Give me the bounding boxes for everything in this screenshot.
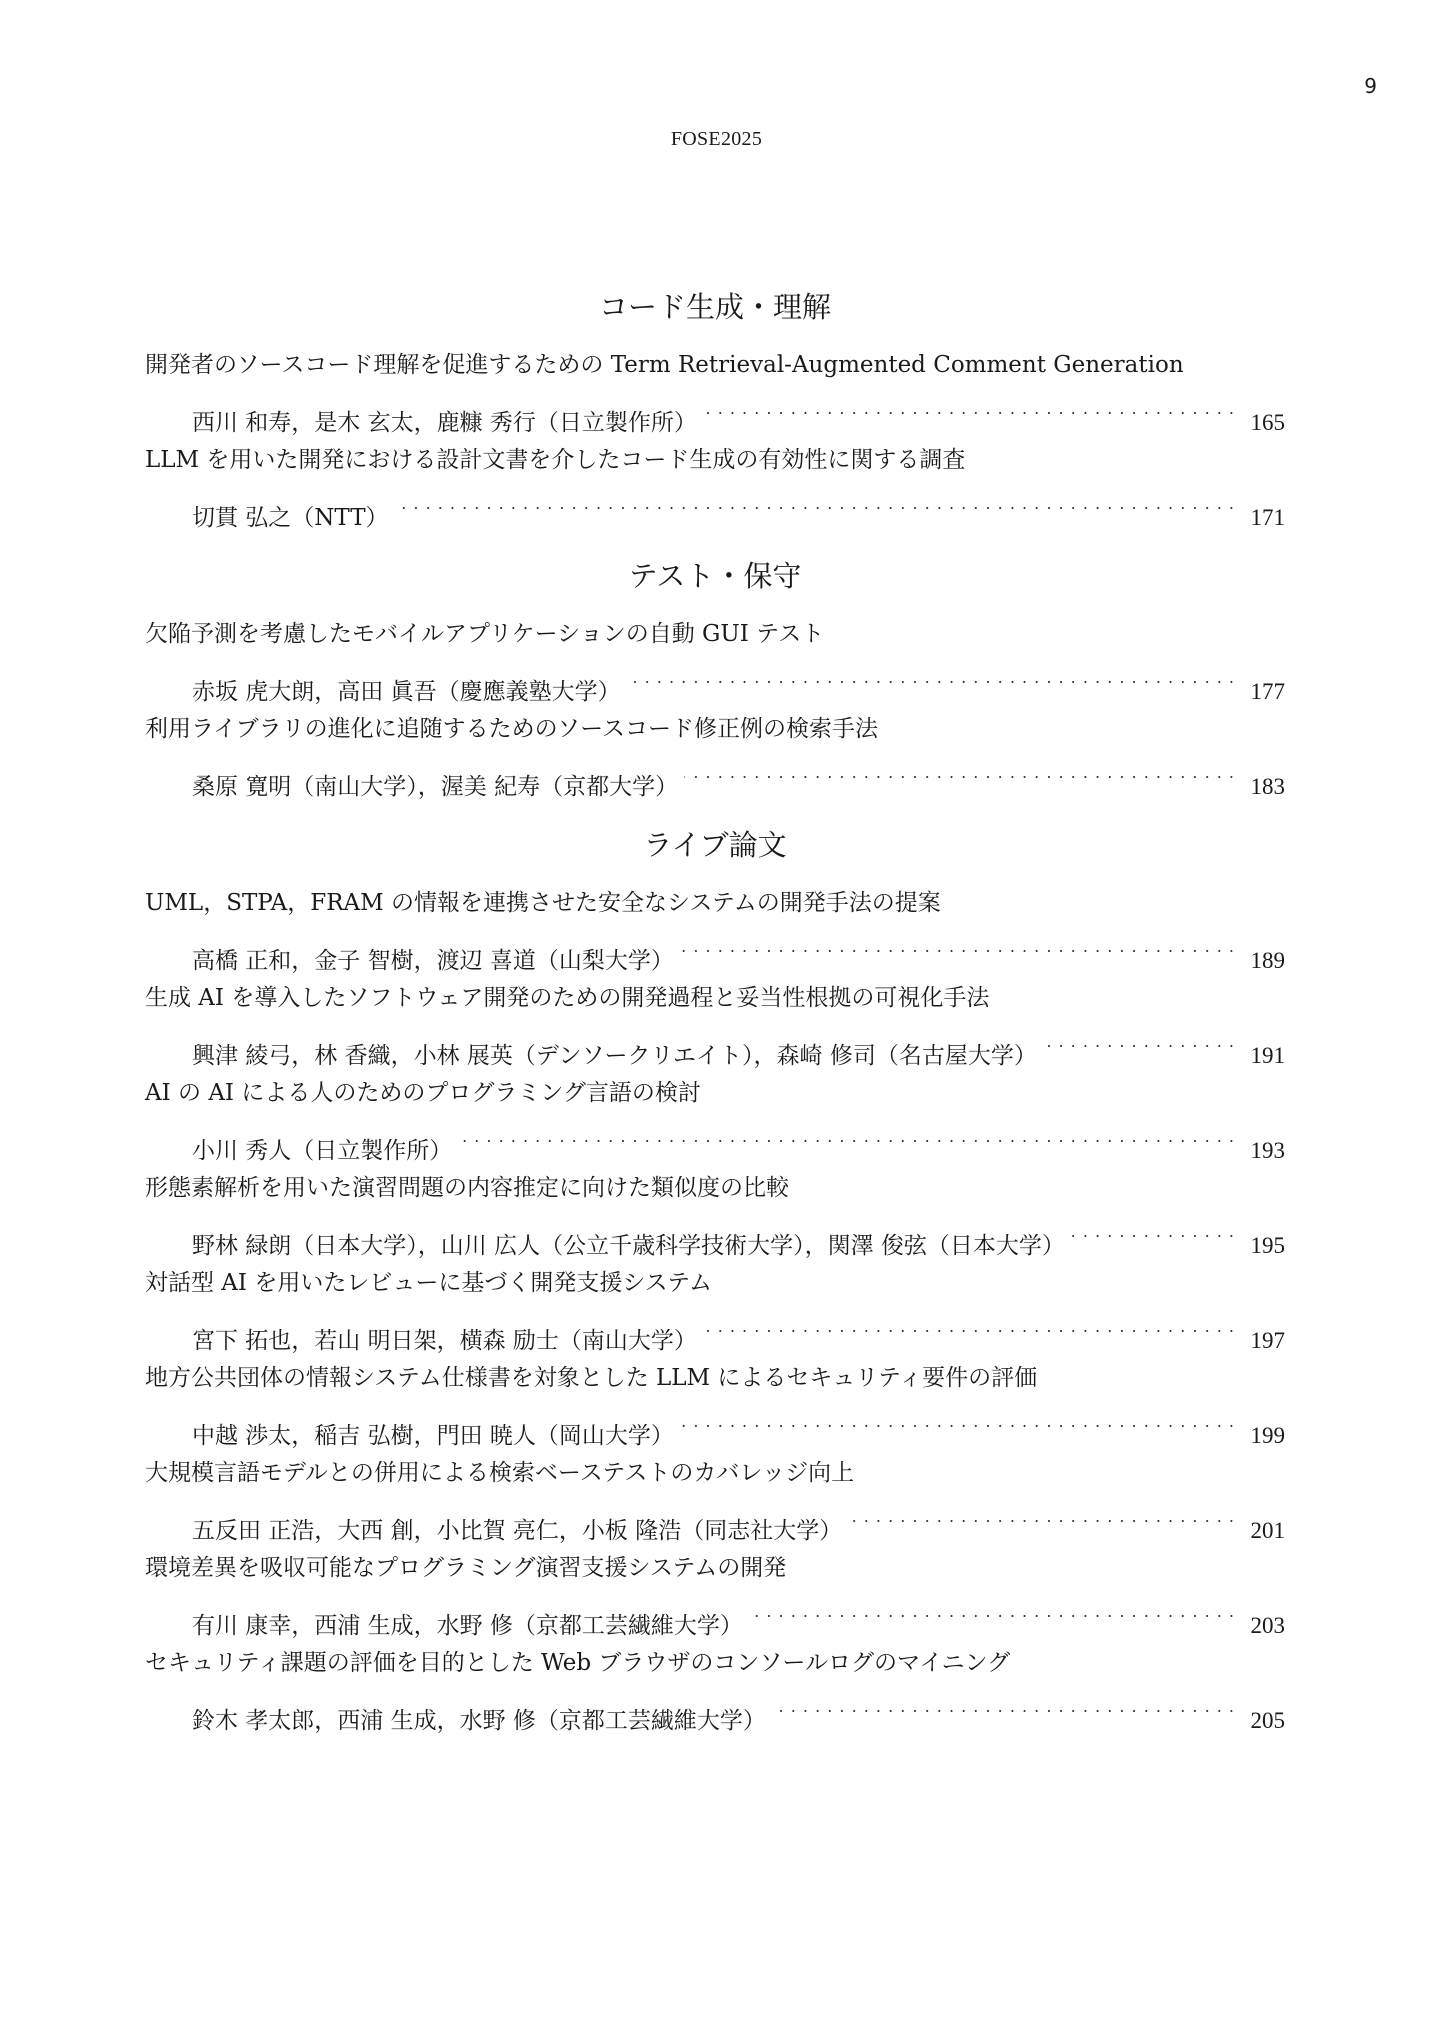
entry-title: LLM を用いた開発における設計文書を介したコード生成の有効性に関する調査 xyxy=(145,447,966,473)
entry-authors: 赤坂 虎大朗，高田 眞吾（慶應義塾大学） xyxy=(192,679,621,705)
dot-leader xyxy=(680,1400,1235,1443)
dot-leader xyxy=(680,925,1235,968)
table-of-contents xyxy=(145,282,1285,1754)
entry-authors-line xyxy=(145,1115,1285,1164)
entry-authors-line xyxy=(145,1210,1285,1259)
dot-leader xyxy=(395,482,1235,525)
entry-page-number: 177 xyxy=(1250,679,1285,704)
toc-entry xyxy=(145,1642,1285,1734)
entry-authors: 野林 緑朗（日本大学），山川 広人（公立千歳科学技術大学），関澤 俊弦（日本大学） xyxy=(192,1233,1065,1259)
entry-authors: 有川 康幸，西浦 生成，水野 修（京都工芸繊維大学） xyxy=(192,1613,743,1639)
toc-section xyxy=(145,820,1285,1734)
dot-leader xyxy=(772,1685,1235,1728)
entry-authors-line xyxy=(145,1685,1285,1734)
running-header: FOSE2025 xyxy=(670,128,763,150)
toc-entry xyxy=(145,882,1285,974)
entry-page-number: 193 xyxy=(1250,1138,1285,1163)
entry-authors-line xyxy=(145,1590,1285,1639)
section-title: コード生成・理解 xyxy=(598,290,831,324)
entry-title: AI の AI による人のためのプログラミング言語の検討 xyxy=(145,1080,701,1106)
toc-entry xyxy=(145,439,1285,531)
section-title: ライブ論文 xyxy=(643,828,787,862)
entry-authors-line xyxy=(145,1495,1285,1544)
toc-entry xyxy=(145,1262,1285,1354)
entry-authors: 切貫 弘之（NTT） xyxy=(192,505,389,531)
toc-entry xyxy=(145,1452,1285,1544)
section-title: テスト・保守 xyxy=(628,559,802,593)
entry-authors-line xyxy=(145,1020,1285,1069)
entry-title: セキュリティ課題の評価を目的とした Web ブラウザのコンソールログのマイニング xyxy=(145,1650,1011,1676)
entry-title: 開発者のソースコード理解を促進するための Term Retrieval-Augmented Comment Generation xyxy=(145,352,1184,378)
entry-authors-line xyxy=(145,656,1285,705)
entry-authors: 興津 綾弓，林 香織，小林 展英（デンソークリエイト），森崎 修司（名古屋大学） xyxy=(192,1043,1037,1069)
toc-section xyxy=(145,282,1285,531)
entry-page-number: 165 xyxy=(1250,410,1285,435)
entry-title: 地方公共団体の情報システム仕様書を対象とした LLM によるセキュリティ要件の評価 xyxy=(145,1365,1038,1391)
toc-entry xyxy=(145,1547,1285,1639)
entry-authors-line xyxy=(145,925,1285,974)
toc-entry xyxy=(145,1357,1285,1449)
toc-entry xyxy=(145,1072,1285,1164)
entry-page-number: 189 xyxy=(1250,948,1285,973)
entry-authors: 鈴木 孝太郎，西浦 生成，水野 修（京都工芸繊維大学） xyxy=(192,1708,766,1734)
dot-leader xyxy=(627,656,1235,699)
page-number: 9 xyxy=(1364,74,1377,98)
entry-title: 形態素解析を用いた演習問題の内容推定に向けた類似度の比較 xyxy=(145,1175,789,1201)
entry-authors: 五反田 正浩，大西 創，小比賀 亮仁，小板 隆浩（同志社大学） xyxy=(192,1518,843,1544)
entry-authors: 高橋 正和，金子 智樹，渡辺 喜道（山梨大学） xyxy=(192,948,674,974)
entry-authors: 宮下 拓也，若山 明日架，横森 励士（南山大学） xyxy=(192,1328,697,1354)
entry-authors: 桑原 寛明（南山大学），渥美 紀寿（京都大学） xyxy=(192,774,679,800)
dot-leader xyxy=(458,1115,1235,1158)
entry-page-number: 201 xyxy=(1250,1518,1285,1543)
entry-authors-line xyxy=(145,482,1285,531)
dot-leader xyxy=(684,751,1235,794)
entry-title: 大規模言語モデルとの併用による検索ベーステストのカバレッジ向上 xyxy=(145,1460,855,1486)
entry-title: 利用ライブラリの進化に追随するためのソースコード修正例の検索手法 xyxy=(145,716,879,742)
entry-page-number: 195 xyxy=(1250,1233,1285,1258)
dot-leader xyxy=(1071,1210,1235,1253)
toc-entry xyxy=(145,613,1285,705)
entry-page-number: 191 xyxy=(1250,1043,1285,1068)
dot-leader xyxy=(1043,1020,1235,1063)
entry-title: 対話型 AI を用いたレビューに基づく開発支援システム xyxy=(145,1270,713,1296)
toc-section xyxy=(145,551,1285,800)
entry-authors: 小川 秀人（日立製作所） xyxy=(192,1138,453,1164)
entry-page-number: 203 xyxy=(1250,1613,1285,1638)
dot-leader xyxy=(749,1590,1235,1633)
entry-title: 環境差異を吸収可能なプログラミング演習支援システムの開発 xyxy=(145,1555,787,1581)
entry-page-number: 171 xyxy=(1250,505,1285,530)
entry-page-number: 183 xyxy=(1250,774,1285,799)
dot-leader xyxy=(703,387,1235,430)
entry-title: UML，STPA，FRAM の情報を連携させた安全なシステムの開発手法の提案 xyxy=(145,890,941,916)
entry-authors-line xyxy=(145,387,1285,436)
entry-title: 欠陥予測を考慮したモバイルアプリケーションの自動 GUI テスト xyxy=(145,621,825,647)
dot-leader xyxy=(703,1305,1235,1348)
entry-page-number: 205 xyxy=(1250,1708,1285,1733)
entry-authors-line xyxy=(145,1305,1285,1354)
entry-authors: 西川 和寿，是木 玄太，鹿糠 秀行（日立製作所） xyxy=(192,410,697,436)
toc-entry xyxy=(145,1167,1285,1259)
entry-title: 生成 AI を導入したソフトウェア開発のための開発過程と妥当性根拠の可視化手法 xyxy=(145,985,990,1011)
entry-authors-line xyxy=(145,1400,1285,1449)
dot-leader xyxy=(848,1495,1235,1538)
toc-entry xyxy=(145,344,1285,436)
toc-entry xyxy=(145,708,1285,800)
toc-entry xyxy=(145,977,1285,1069)
entry-authors: 中越 渉太，稲吉 弘樹，門田 暁人（岡山大学） xyxy=(192,1423,674,1449)
entry-authors-line xyxy=(145,751,1285,800)
entry-page-number: 199 xyxy=(1250,1423,1285,1448)
entry-page-number: 197 xyxy=(1250,1328,1285,1353)
